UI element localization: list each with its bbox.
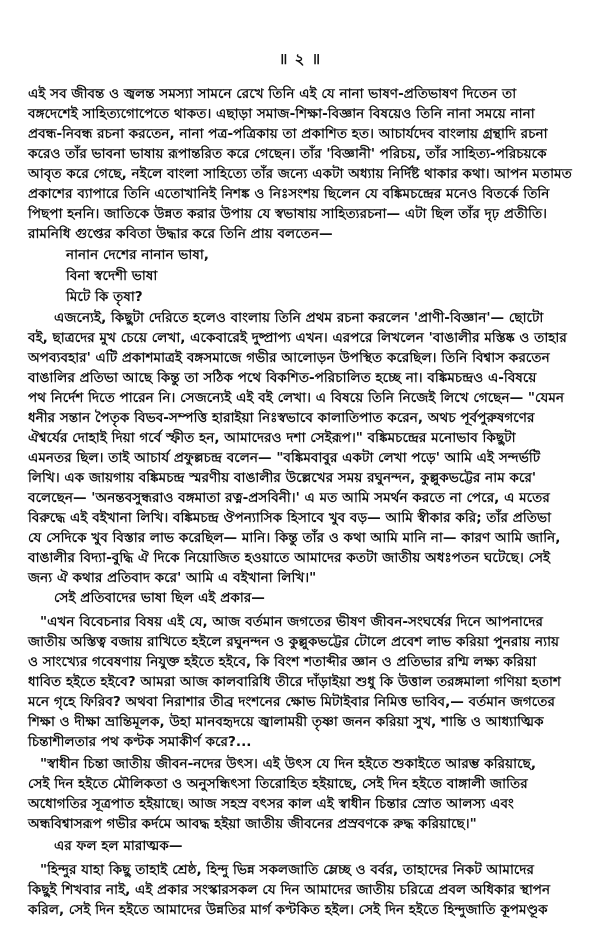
quote-line: "হিন্দুর যাহা কিছু তাহাই শ্রেষ্ঠ, হিন্দু ভিন্ন সকলজাতি ম্লেচ্ছ ও বর্বর, তাহাদের নিকট আমাদের: [40, 862, 534, 878]
text-line: বাঙালির প্রতিভা আছে কিন্তু তা সঠিক পথে বিকশিত-পরিচালিত হচ্ছে না। বঙ্কিমচন্দ্রও এ-বিষয়ে: [28, 370, 537, 386]
text-line: আবৃত করে গেছে, নইলে বাংলা সাহিত্যে তাঁর জন্যে একটা অধ্যায় নির্দিষ্ট থাকার কথা। আপন মতামত: [28, 166, 572, 182]
quote-line: ও সাংখ্যের গবেষণায় নিযুক্ত হইতে হইবে, কি বিংশ শতাব্দীর জ্ঞান ও প্রতিভার রশ্মি লক্ষ্য করিয়া: [28, 654, 537, 670]
text-line: ধনীর সন্তান পৈতৃক বিভব-সম্পত্তি হারাইয়া নিঃস্বভাবে কালাতিপাত করেন, অথচ পূর্বপুরুষগণের: [28, 410, 535, 426]
text-line: যে সেদিকে খুব বিস্তার লাভ করেছিল— মানি। কিন্তু তাঁর ও কথা আমি মানি না— কারণ আমি জানি,: [28, 530, 561, 546]
text-line: বই, ছাত্রদের মুখ চেয়ে লেখা, একেবারেই দুষ্প্রাপ্য এখন। এরপরে লিখলেন 'বাঙালীর মস্তিষ্ক ও তাহার: [28, 330, 567, 346]
poem-line: নানান দেশের নানান ভাষা,: [66, 247, 209, 263]
quote-line: শিক্ষা ও দীক্ষা ভ্রান্তিমূলক, উহা মানবহৃদয়ে জ্বালাময়ী তৃষ্ণা জনন করিয়া সুখ, শান্তি ও আধ্যাত্মিক: [28, 714, 544, 730]
text-line: বিরুদ্ধে এই বইখানা লিখি। বঙ্কিমচন্দ্র ঔপন্যাসিক হিসাবে খুব বড়— আমি স্বীকার করি; তাঁর প্রতিভা: [28, 510, 552, 526]
text-line: বলেছেন— 'অনন্তবসুন্ধরাও বঙ্গমাতা রত্ন-প্রসবিনী।' এ মত আমি সমর্থন করতে না পেরে, এ মতের: [28, 490, 550, 506]
quote-line: অধোগতির সূত্রপাত হইয়াছে। আজ সহস্র বৎসর কাল এই স্বাধীন চিন্তার স্রোত আলস্য এবং: [28, 796, 514, 812]
quote-line: ধাবিত হইতে হইবে? আমরা আজ কালবারিধি তীরে দাঁড়াইয়া শুধু কি উত্তাল তরঙ্গমালা গণিয়া হতাশ: [28, 674, 561, 690]
text-line: জন্য ঐ কথার প্রতিবাদ করে' আমি এ বইখানা লিখি।": [28, 570, 317, 586]
text-line: রামনিধি গুপ্তের কবিতা উদ্ধার করে তিনি প্রায় বলতেন—: [28, 226, 333, 242]
quote-line: মনে গৃহে ফিরিব? অথবা নিরাশার তীব্র দংশনের ক্ষোভ মিটাইবার নিমিত্ত ভাবিব,— বর্তমান জগতের: [28, 694, 555, 710]
text-line: সেই প্রতিবাদের ভাষা ছিল এই প্রকার—: [54, 590, 265, 606]
quote-line: জাতীয় অস্তিত্ব বজায় রাখিতে হইলে রঘুনন্দন ও কুল্লুকভট্টের টোলে প্রবেশ লাভ করিয়া পুনরায় ন্যায়: [28, 634, 560, 650]
poem-line: মিটে কি তৃষা?: [66, 289, 143, 305]
text-line: এমনতর ছিল। তাই আচার্য প্রফুল্লচন্দ্র বলেন— "বঙ্কিমবাবুর একটা লেখা পড়ে' আমি এই সন্দর্ভটি: [28, 450, 541, 466]
text-line: লিখি। এক জায়গায় বঙ্কিমচন্দ্র স্মরণীয় বাঙালীর উল্লেখের সময় রঘুনন্দন, কুল্লুকভট্টের নাম করে': [28, 470, 537, 486]
text-line: অপব্যবহার' এটি প্রকাশমাত্রই বঙ্গসমাজে গভীর আলোড়ন উপস্থিত করেছিল। তিনি বিশ্বাস করতেন: [28, 350, 550, 366]
quote-line: "এখন বিবেচনার বিষয় এই যে, আজ বর্তমান জগতের ভীষণ জীবন-সংঘর্ষের দিনে আপনাদের: [40, 614, 543, 630]
text-line: করেও তাঁর ভাবনা ভাষায় রূপান্তরিত করে গেছেন। তাঁর 'বিজ্ঞানী' পরিচয়, তাঁর সাহিত্য-পরিচয়কে: [28, 146, 547, 162]
quote-line: চিন্তাশীলতার পথ কণ্টক সমাকীর্ণ করে?...: [28, 734, 252, 750]
text-line: প্রবন্ধ-নিবন্ধ রচনা করতেন, নানা পত্র-পত্রিকায় তা প্রকাশিত হত। আচার্যদেব বাংলায় গ্রন্থাদি রচনা: [28, 126, 548, 142]
text-line: বঙ্গদেশেই সাহিত্যগোপেতে থাকত। এছাড়া সমাজ-শিক্ষা-বিজ্ঞান বিষয়েও তিনি নানা সময়ে নানা: [28, 106, 535, 122]
text-line: এর ফল হল মারাত্মক—: [54, 838, 183, 854]
quote-line: "স্বাধীন চিন্তা জাতীয় জীবন-নদের উৎস। এই উৎস যে দিন হইতে শুকাইতে আরম্ভ করিয়াছে,: [40, 756, 536, 772]
page-number: ॥ ২ ॥: [278, 50, 322, 68]
poem-line: বিনা স্বদেশী ভাষা: [66, 268, 158, 284]
text-line: এজন্যেই, কিছুটা দেরিতে হলেও বাংলায় তিনি প্রথম রচনা করলেন 'প্রাণী-বিজ্ঞান'— ছোটো: [54, 310, 544, 326]
text-line: এই সব জীবন্ত ও জ্বলন্ত সমস্যা সামনে রেখে তিনি এই যে নানা ভাষণ-প্রতিভাষণ দিতেন তা: [28, 86, 517, 102]
text-line: প্রকাশের ব্যাপারে তিনি এতোখানিই নিশঙ্ক ও নিঃসংশয় ছিলেন যে বঙ্কিমচন্দ্রের মনেও বিতর্কে তিনি: [28, 186, 550, 202]
text-line: বাঙালীর বিদ্যা-বুদ্ধি ঐ দিকে নিয়োজিত হওয়াতে আমাদের কতটা জাতীয় অধঃপতন ঘটেছে। সেই: [28, 550, 551, 566]
quote-line: করিল, সেই দিন হইতে আমাদের উন্নতির মার্গ কণ্টকিত হইল। সেই দিন হইতে হিন্দুজাতি কূপমণ্ডূক: [28, 902, 548, 918]
quote-line: সেই দিন হইতে মৌলিকতা ও অনুসন্ধিৎসা তিরোহিত হইয়াছে, সেই দিন হইতে বাঙ্গালী জাতির: [28, 776, 528, 792]
quote-line: অন্ধবিশ্বাসরূপ গভীর কর্দমে আবদ্ধ হইয়া জাতীয় জীবনের প্রস্রবণকে রুদ্ধ করিয়াছে।": [28, 816, 477, 832]
text-line: পথ নির্দেশ দিতে পারেন নি। সেজন্যেই এই বই লেখা। এ বিষয়ে তিনি নিজেই লিখে গেছেন— "যেমন: [28, 390, 564, 406]
text-line: পিছপা হননি। জাতিকে উন্নত করার উপায় যে স্বভাষায় সাহিত্যরচনা— এটা ছিল তাঁর দৃঢ় প্রতীতি।: [28, 206, 548, 222]
text-line: ঐশ্বর্যের দোহাই দিয়া গর্বে স্ফীত হন, আমাদেরও দশা সেইরূপ।" বঙ্কিমচন্দ্রের মনোভাব কিছুটা: [28, 430, 516, 446]
quote-line: কিছুই শিখবার নাই, এই প্রকার সংস্কারসকল যে দিন আমাদের জাতীয় চরিত্রে প্রবল অধিকার স্থাপন: [28, 882, 551, 898]
